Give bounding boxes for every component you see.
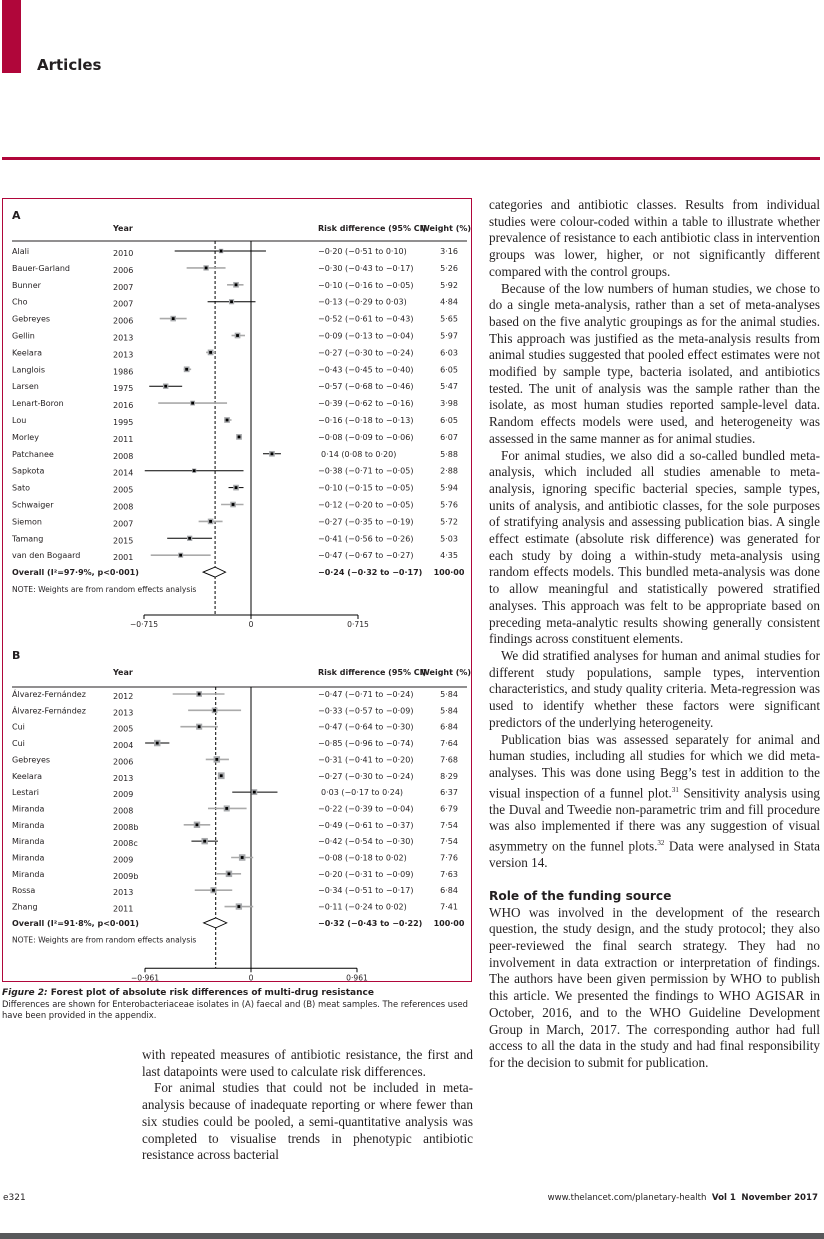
study-risk-difference: −0·30 (−0·43 to −0·17) — [318, 263, 414, 273]
study-name: Miranda — [12, 804, 45, 814]
study-risk-difference: −0·20 (−0·31 to −0·09) — [318, 869, 414, 879]
point-estimate — [198, 693, 201, 696]
study-name: Bauer-Garland — [12, 263, 71, 273]
point-estimate — [220, 250, 223, 253]
x-axis-tick-label: 0·715 — [347, 620, 369, 629]
body-column-left — [142, 1047, 473, 1164]
study-year: 2015 — [113, 536, 134, 546]
body-column-right — [489, 197, 820, 1072]
paragraph-publication-bias — [489, 732, 820, 872]
paragraph: We did stratified analyses for human and animal studies for different study populations, sample types, intervention characteristics, and study quality criteria. Meta-regression was used to identify whether these factors were significant predictors of the underlying heterogeneity. — [489, 647, 820, 730]
point-estimate — [209, 351, 212, 354]
study-name: Lenart-Boron — [12, 399, 64, 409]
point-estimate — [215, 758, 218, 761]
point-estimate — [156, 742, 159, 745]
study-weight: 3·98 — [440, 399, 458, 409]
study-weight: 3·16 — [440, 247, 458, 256]
study-weight: 4·84 — [440, 297, 458, 307]
section-label: Articles — [37, 56, 102, 74]
point-estimate — [179, 554, 182, 557]
overall-label: Overall (I²=97·9%, p<0·001) — [12, 568, 139, 578]
study-risk-difference: −0·57 (−0·68 to −0·46) — [318, 382, 414, 392]
point-estimate — [235, 486, 238, 489]
viewer-bottom-bar — [0, 1233, 824, 1239]
study-year: 2013 — [113, 350, 134, 360]
study-weight: 5·92 — [440, 280, 458, 290]
point-estimate — [271, 452, 274, 455]
study-risk-difference: −0·08 (−0·18 to 0·02) — [318, 853, 407, 863]
study-name: Miranda — [12, 837, 45, 847]
study-weight: 5·84 — [440, 706, 458, 716]
paragraph-text: Publication bias was assessed separately for animal and human studies, including all studies for which we did meta-analyses. This was done using Begg’s test in addition to the visual inspection of a funnel plot. — [489, 731, 820, 800]
point-estimate — [191, 402, 194, 405]
overall-risk-difference: −0·24 (−0·32 to −0·17) — [318, 568, 423, 578]
study-name: Miranda — [12, 869, 45, 879]
x-axis-tick-label: −0·715 — [129, 620, 159, 629]
point-estimate — [253, 791, 256, 794]
study-risk-difference: −0·85 (−0·96 to −0·74) — [318, 739, 414, 749]
study-year: 2008b — [113, 822, 139, 832]
study-weight: 7·68 — [440, 755, 458, 765]
overall-diamond — [203, 567, 225, 577]
point-estimate — [209, 520, 212, 523]
overall-label: Overall (I²=91·8%, p<0·001) — [12, 918, 139, 928]
study-name: Álvarez-Fernández — [12, 706, 86, 716]
study-year: 2006 — [113, 757, 134, 767]
study-year: 2014 — [113, 468, 134, 478]
point-estimate — [193, 469, 196, 472]
figure-caption-text: Differences are shown for Enterobacteriaceae isolates in (A) faecal and (B) meat samples. The references used have been provided in the appendix. — [2, 999, 468, 1020]
study-name: Lestari — [12, 788, 39, 798]
study-name: Gebreyes — [12, 755, 51, 765]
study-year: 2011 — [113, 904, 134, 914]
paragraph: categories and antibiotic classes. Results from individual studies were colour-coded within a table to illustrate whether prevalence of resistance to each antibiotic class in intervention groups was lower, higher, or not significantly different compared with the control groups. — [489, 197, 820, 279]
column-header-risk-difference: Risk difference (95% CI) — [318, 224, 427, 233]
study-weight: 5·94 — [440, 483, 458, 493]
study-year: 2005 — [113, 485, 134, 495]
study-risk-difference: −0·27 (−0·35 to −0·19) — [318, 517, 414, 527]
point-estimate — [198, 725, 201, 728]
study-year: 2013 — [113, 888, 134, 898]
point-estimate — [226, 419, 229, 422]
study-name: Keelara — [12, 771, 43, 781]
study-name: Bunner — [12, 280, 41, 290]
section-color-tab — [2, 0, 21, 73]
paragraph: For animal studies, we also did a so-called bundled meta-analysis, which included all studies amenable to meta-analysis, ignoring specific bacterial species, sample types, units of analysis, and antibiotic classes, for the sole purposes of stratifying analysis and assessing publication bias. A single effect estimate (absolute risk difference) was generated for each study by doing a within-study meta-analysis using random effects models. This bundled meta-analysis was done to allow meaningful and statistically powered stratified analyses. This approach was felt to be appropriate based on preceding meta-analytic results showing generally consistent findings across constituent elements. — [489, 447, 820, 647]
study-risk-difference: −0·52 (−0·61 to −0·43) — [318, 314, 414, 324]
study-name: Keelara — [12, 348, 43, 358]
point-estimate — [164, 385, 167, 388]
panel-letter: A — [12, 209, 21, 222]
study-risk-difference: −0·27 (−0·30 to −0·24) — [318, 771, 414, 781]
study-weight: 5·88 — [440, 449, 458, 459]
column-header-weight: Weight (%) — [421, 224, 472, 233]
study-name: Cui — [12, 739, 25, 749]
study-year: 2010 — [113, 249, 134, 258]
study-weight: 6·79 — [440, 804, 458, 814]
x-axis-tick-label: 0 — [248, 973, 254, 983]
journal-footer — [548, 1193, 818, 1203]
study-year: 2016 — [113, 401, 134, 411]
column-header-year: Year — [113, 668, 133, 677]
study-year: 2008 — [113, 806, 134, 816]
point-estimate — [238, 436, 241, 439]
journal-url[interactable]: www.thelancet.com/planetary-health — [547, 1193, 707, 1203]
overall-diamond — [204, 918, 227, 928]
study-name: Gebreyes — [12, 314, 51, 324]
study-risk-difference: −0·34 (−0·51 to −0·17) — [318, 886, 414, 896]
study-weight: 7·76 — [440, 853, 458, 863]
study-name: Gellin — [12, 331, 35, 341]
study-risk-difference: −0·49 (−0·61 to −0·37) — [318, 820, 414, 830]
study-risk-difference: −0·31 (−0·41 to −0·20) — [318, 755, 414, 765]
study-year: 2011 — [113, 434, 134, 444]
study-risk-difference: −0·38 (−0·71 to −0·05) — [318, 466, 414, 476]
study-name: van den Bogaard — [12, 551, 81, 561]
study-risk-difference: −0·41 (−0·56 to −0·26) — [318, 534, 414, 544]
study-name: Alali — [12, 247, 30, 256]
weights-note: NOTE: Weights are from random effects analysis — [12, 585, 197, 594]
point-estimate — [188, 537, 191, 540]
study-year: 2001 — [113, 553, 134, 563]
study-risk-difference: −0·10 (−0·15 to −0·05) — [318, 483, 414, 493]
study-year: 2005 — [113, 724, 134, 734]
study-name: Rossa — [12, 886, 36, 896]
forest-plot — [3, 199, 473, 983]
study-year: 2013 — [113, 708, 134, 718]
point-estimate — [232, 503, 235, 506]
study-year: 2006 — [113, 265, 134, 275]
study-weight: 8·29 — [440, 771, 458, 781]
study-risk-difference: −0·20 (−0·51 to 0·10) — [318, 247, 407, 256]
point-estimate — [213, 709, 216, 712]
study-year: 1975 — [113, 384, 134, 394]
study-name: Álvarez-Fernández — [12, 690, 86, 699]
point-estimate — [225, 807, 228, 810]
study-risk-difference: −0·39 (−0·62 to −0·16) — [318, 399, 414, 409]
reference-link[interactable]: 32 — [657, 839, 665, 848]
study-name: Miranda — [12, 820, 45, 830]
study-risk-difference: −0·16 (−0·18 to −0·13) — [318, 416, 414, 425]
study-weight: 7·41 — [440, 902, 458, 912]
figure-caption — [2, 988, 474, 1021]
study-year: 2009 — [113, 855, 134, 865]
figure-2-panel — [2, 198, 472, 982]
study-weight: 5·26 — [440, 263, 458, 273]
x-axis-tick-label: −0·961 — [130, 973, 160, 983]
point-estimate — [212, 889, 215, 892]
point-estimate — [172, 317, 175, 320]
page-number: e321 — [3, 1193, 26, 1203]
study-name: Larsen — [12, 382, 39, 392]
study-weight: 6·05 — [440, 416, 458, 425]
study-risk-difference: 0·14 (0·08 to 0·20) — [321, 449, 397, 459]
point-estimate — [196, 823, 199, 826]
study-weight: 6·07 — [440, 432, 458, 442]
study-name: Tamang — [12, 534, 44, 544]
overall-weight: 100·00 — [433, 918, 465, 928]
point-estimate — [241, 856, 244, 859]
study-name: Miranda — [12, 853, 45, 863]
study-weight: 5·47 — [440, 382, 458, 392]
header-rule — [2, 157, 820, 160]
paragraph: For animal studies that could not be included in meta-analysis because of inadequate reporting or where fewer than six studies could be pooled, a semi-quantitative analysis was completed to visualise trends in phenotypic antibiotic resistance across bacterial — [142, 1080, 473, 1163]
study-risk-difference: −0·12 (−0·20 to −0·05) — [318, 500, 414, 510]
study-risk-difference: −0·22 (−0·39 to −0·04) — [318, 804, 414, 814]
study-year: 2013 — [113, 773, 134, 783]
point-estimate — [185, 368, 188, 371]
study-year: 2007 — [113, 299, 134, 309]
study-weight: 5·03 — [440, 534, 458, 544]
journal-volume: Vol 1 — [711, 1193, 736, 1203]
study-year: 2007 — [113, 519, 134, 529]
study-name: Schwaiger — [12, 500, 54, 510]
journal-date: November 2017 — [741, 1193, 818, 1203]
study-name: Patchanee — [12, 449, 54, 459]
study-name: Lou — [12, 416, 27, 425]
study-name: Siemon — [12, 517, 42, 527]
column-header-year: Year — [113, 224, 133, 233]
study-risk-difference: −0·10 (−0·16 to −0·05) — [318, 280, 414, 290]
paragraph: Because of the low numbers of human studies, we chose to do a single meta-analysis, rather than a set of meta-analyses based on the five analytic groupings as for the animal studies. This approach was justified as the meta-analysis results from animal studies suggested that pooled effect estimates were not modified by sample type, bacteria isolated, and antibiotics tested. The unit of analysis was the sample rather than the isolate, as most human studies reported sample-level data. Random effects models were used, and heterogeneity was assessed in the same manner as for animal studies. — [489, 280, 820, 446]
study-weight: 5·84 — [440, 690, 458, 699]
panel-letter: B — [12, 649, 21, 662]
point-estimate — [203, 840, 206, 843]
study-weight: 5·72 — [440, 517, 458, 527]
study-risk-difference: −0·33 (−0·57 to −0·09) — [318, 706, 414, 716]
weights-note: NOTE: Weights are from random effects analysis — [12, 935, 197, 945]
paragraph-text: Data were analysed in Stata version 14. — [489, 838, 820, 871]
paragraph-text: Sensitivity analysis using the Duval and Tweedie non-parametric trim and fill procedure was also implemented if there was any suggestion of visual asymmetry on the funnel plots. — [489, 785, 821, 854]
study-name: Sato — [12, 483, 31, 493]
study-risk-difference: −0·47 (−0·67 to −0·27) — [318, 551, 414, 561]
point-estimate — [205, 267, 208, 270]
paragraph: with repeated measures of antibiotic resistance, the first and last datapoints were used to calculate risk differences. — [142, 1047, 473, 1079]
study-year: 2009 — [113, 790, 134, 800]
study-year: 2009b — [113, 871, 139, 881]
point-estimate — [235, 283, 238, 286]
study-year: 2008c — [113, 839, 138, 849]
study-weight: 4·35 — [440, 551, 458, 561]
study-year: 1995 — [113, 418, 134, 427]
study-year: 2004 — [113, 741, 134, 751]
overall-weight: 100·00 — [433, 568, 465, 578]
study-risk-difference: −0·43 (−0·45 to −0·40) — [318, 365, 414, 375]
study-year: 2007 — [113, 282, 134, 292]
reference-link[interactable]: 31 — [671, 785, 679, 794]
study-weight: 6·05 — [440, 365, 458, 375]
study-year: 2008 — [113, 451, 134, 461]
study-year: 2006 — [113, 316, 134, 326]
x-axis-tick-label: 0 — [248, 620, 254, 629]
study-weight: 5·65 — [440, 314, 458, 324]
point-estimate — [236, 334, 239, 337]
study-risk-difference: −0·13 (−0·29 to 0·03) — [318, 297, 407, 307]
study-year: 2008 — [113, 502, 134, 512]
figure-title: Forest plot of absolute risk differences of multi-drug resistance — [47, 988, 374, 998]
study-name: Cho — [12, 297, 28, 307]
study-year: 2012 — [113, 692, 134, 701]
study-weight: 5·97 — [440, 331, 458, 341]
paragraph: WHO was involved in the development of the research question, the study design, and the study protocol; they also peer-reviewed the final search strategy. They had no involvement in data extraction or interpretation of findings. The authors have been given permission by WHO to publish this article. We presented the findings to WHO AGISAR in October, 2016, and to the WHO Guideline Development Group in March, 2017. The corresponding author had full access to all the data in the study and had final responsibility for the decision to submit for publication. — [489, 904, 820, 1070]
study-risk-difference: −0·47 (−0·64 to −0·30) — [318, 722, 414, 732]
point-estimate — [228, 872, 231, 875]
study-weight: 6·84 — [440, 722, 458, 732]
section-heading: Role of the funding source — [489, 888, 672, 903]
study-weight: 2·88 — [440, 466, 458, 476]
column-header-risk-difference: Risk difference (95% CI) — [318, 668, 427, 677]
column-header-weight: Weight (%) — [421, 668, 472, 677]
study-weight: 6·84 — [440, 886, 458, 896]
study-risk-difference: −0·47 (−0·71 to −0·24) — [318, 690, 414, 699]
figure-label: Figure 2: — [2, 988, 48, 998]
study-weight: 7·64 — [440, 739, 458, 749]
study-weight: 7·54 — [440, 820, 458, 830]
point-estimate — [220, 774, 223, 777]
x-axis-tick-label: 0·961 — [346, 973, 368, 983]
study-weight: 5·76 — [440, 500, 458, 510]
overall-risk-difference: −0·32 (−0·43 to −0·22) — [318, 918, 423, 928]
study-name: Zhang — [12, 902, 38, 912]
study-risk-difference: −0·09 (−0·13 to −0·04) — [318, 331, 414, 341]
study-risk-difference: −0·42 (−0·54 to −0·30) — [318, 837, 414, 847]
study-year: 1986 — [113, 367, 134, 377]
study-name: Cui — [12, 722, 25, 732]
study-risk-difference: 0·03 (−0·17 to 0·24) — [321, 788, 404, 798]
study-year: 2013 — [113, 333, 134, 343]
study-weight: 6·37 — [440, 788, 458, 798]
study-name: Morley — [12, 432, 39, 442]
point-estimate — [230, 300, 233, 303]
study-weight: 7·54 — [440, 837, 458, 847]
study-name: Langlois — [12, 365, 46, 375]
study-risk-difference: −0·11 (−0·24 to 0·02) — [318, 902, 407, 912]
study-weight: 6·03 — [440, 348, 458, 358]
study-risk-difference: −0·08 (−0·09 to −0·06) — [318, 432, 414, 442]
point-estimate — [237, 905, 240, 908]
study-weight: 7·63 — [440, 869, 458, 879]
study-risk-difference: −0·27 (−0·30 to −0·24) — [318, 348, 414, 358]
study-name: Sapkota — [12, 466, 45, 476]
